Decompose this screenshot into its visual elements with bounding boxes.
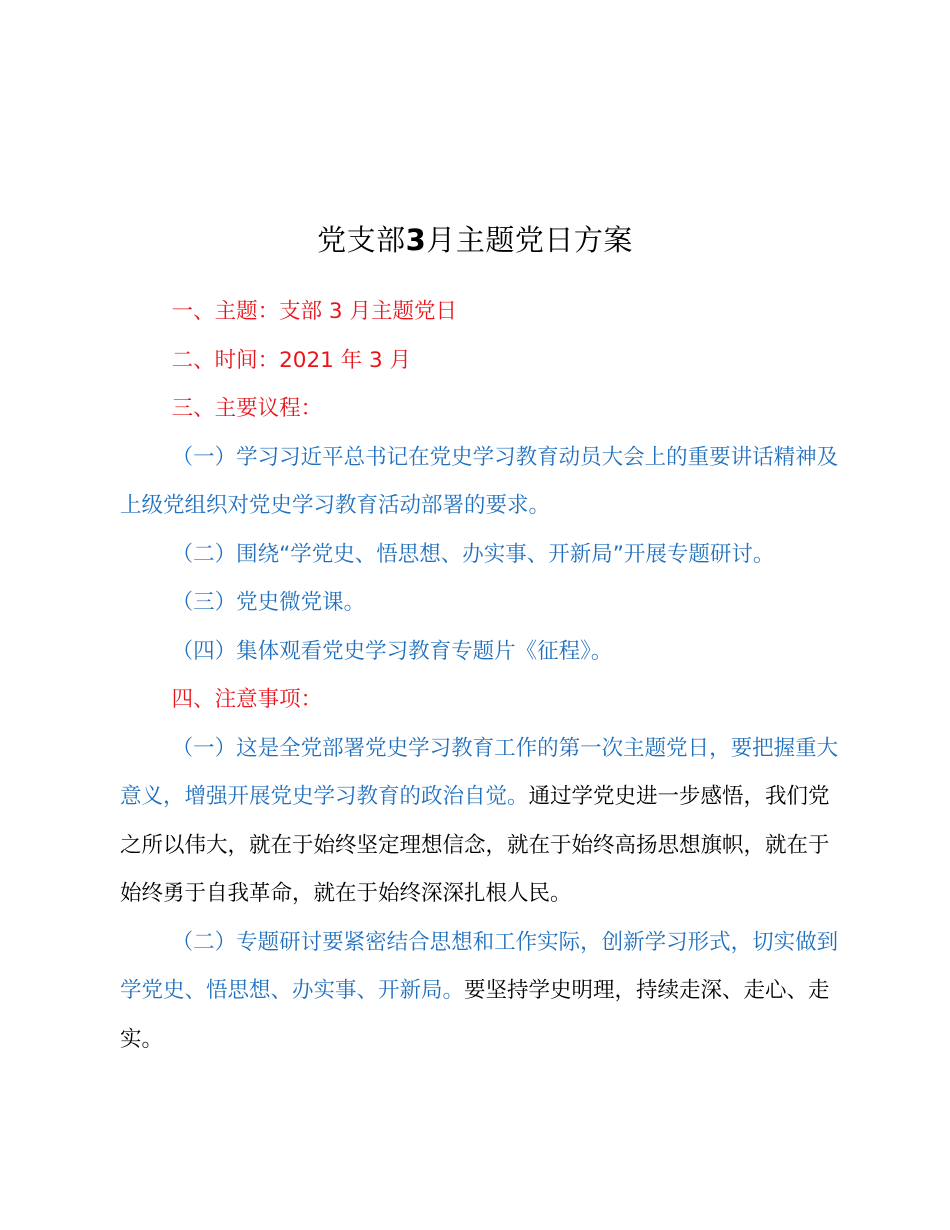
agenda-item-4: （四）集体观看党史学习教育专题片《征程》。: [171, 638, 613, 664]
title-suffix: 月主题党日方案: [426, 223, 633, 257]
document-body: [120, 288, 850, 1064]
section-time: 二、时间：2021 年 3 月: [171, 347, 411, 373]
note-item-1: [120, 725, 850, 919]
section-agenda-heading: 三、主要议程：: [171, 396, 323, 421]
section-notes-heading: 四、注意事项：: [171, 687, 323, 712]
title-number: 3: [405, 223, 427, 257]
note-1-text: 通过学党史进一步感悟，我们党之所以伟大，就在于始终坚定理想信念，就在于始终高扬思想旗帜，就在于始终勇于自我革命，就在于始终深深扎根人民。: [120, 784, 830, 906]
section-theme: 一、主题：支部 3 月主题党日: [171, 299, 457, 324]
title-prefix: 党支部: [317, 223, 406, 257]
note-item-2: [120, 919, 850, 1065]
note-2-text: 要坚持学史明理，持续走深、走心、走实。: [120, 978, 830, 1052]
agenda-item-3: （三）党史微党课。: [171, 590, 366, 615]
agenda-item-2: （二）围绕“学党史、悟思想、办实事、开新局”开展专题研讨。: [171, 541, 775, 567]
agenda-item-1: （一）学习习近平总书记在党史学习教育动员大会上的重要讲话精神及上级党组织对党史学习教育活动部署的要求。: [120, 444, 839, 518]
note-1-highlight: （一）这是全党部署党史学习教育工作的第一次主题党日，要把握重大意义，增强开展党史学习教育的政治自觉。: [120, 735, 839, 809]
document-title: [0, 218, 950, 262]
note-2-highlight: （二）专题研讨要紧密结合思想和工作实际，创新学习形式，切实做到学党史、悟思想、办实事、开新局。: [120, 929, 839, 1003]
